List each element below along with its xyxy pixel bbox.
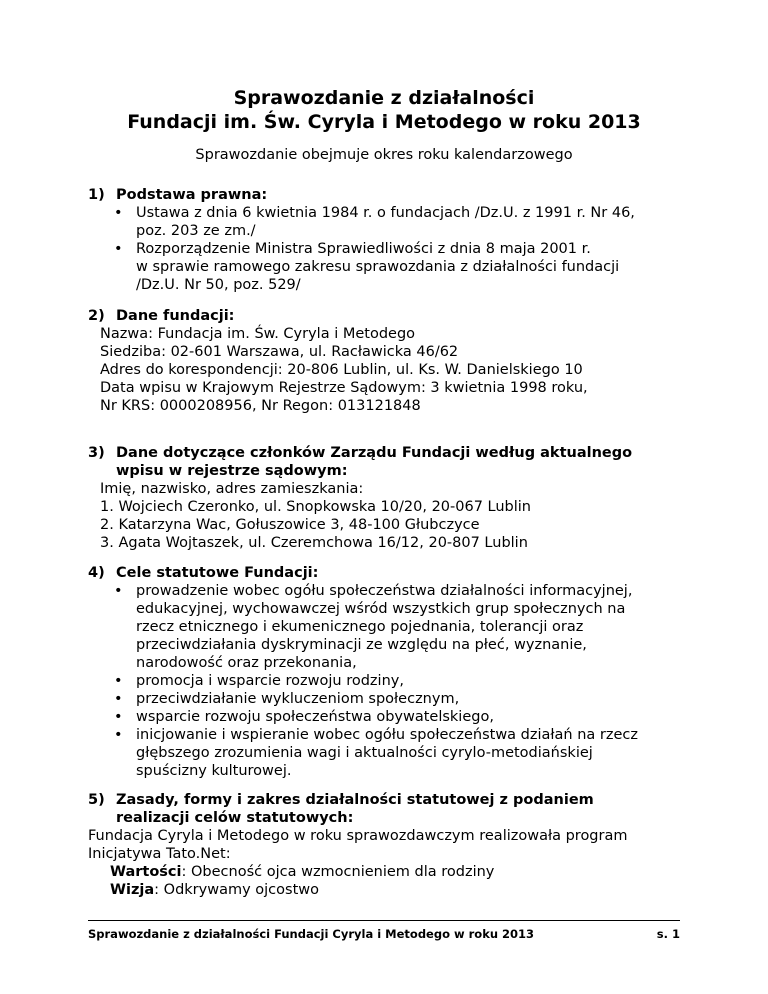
list-item-text: /Dz.U. Nr 50, poz. 529/ bbox=[136, 277, 301, 293]
list-item bbox=[88, 690, 688, 708]
section-heading-text: wpisu w rejestrze sądowym: bbox=[116, 463, 348, 479]
list-item-text: inicjowanie i wspieranie wobec ogółu społeczeństwa działań na rzecz bbox=[136, 727, 638, 743]
list-item-text: prowadzenie wobec ogółu społeczeństwa działalności informacyjnej, bbox=[136, 583, 633, 599]
values-line bbox=[88, 863, 688, 881]
section-heading bbox=[88, 791, 688, 827]
board-member: 1. Wojciech Czeronko, ul. Snopkowska 10/20, 20-067 Lublin bbox=[100, 499, 531, 515]
section-board-members bbox=[88, 444, 688, 552]
document-title-line2: Fundacji im. Św. Cyryla i Metodego w roku 2013 bbox=[127, 111, 641, 133]
bullet-list bbox=[88, 204, 688, 294]
list-item bbox=[88, 672, 688, 690]
members-intro: Imię, nazwisko, adres zamieszkania: bbox=[100, 481, 364, 497]
section-legal-basis bbox=[88, 186, 688, 294]
section-statutory-goals bbox=[88, 564, 688, 780]
bullet-icon: • bbox=[114, 673, 123, 689]
list-item bbox=[88, 204, 688, 240]
list-item-text: edukacyjnej, wychowawczej wśród wszystkich grup społecznych na bbox=[136, 601, 626, 617]
bullet-icon: • bbox=[114, 691, 123, 707]
page-footer bbox=[88, 920, 680, 941]
section-number: 4) bbox=[88, 565, 105, 581]
board-member: 2. Katarzyna Wac, Gołuszowice 3, 48-100 Głubczyce bbox=[100, 517, 480, 533]
section-heading-text: Dane fundacji: bbox=[116, 308, 235, 324]
list-item-text: Rozporządzenie Ministra Sprawiedliwości z dnia 8 maja 2001 r. bbox=[136, 241, 591, 257]
section-number: 2) bbox=[88, 308, 105, 324]
vision-label: Wizja bbox=[110, 882, 155, 898]
registration-date: Data wpisu w Krajowym Rejestrze Sądowym: 3 kwietnia 1998 roku, bbox=[100, 380, 588, 396]
values-label: Wartości bbox=[110, 864, 182, 880]
foundation-name: Nazwa: Fundacja im. Św. Cyryla i Metodego bbox=[100, 326, 416, 342]
list-item-text: przeciwdziałania dyskryminacji ze względu na płeć, wyznanie, bbox=[136, 637, 587, 653]
vision-line bbox=[88, 881, 688, 899]
list-item-text: spuścizny kulturowej. bbox=[136, 763, 292, 779]
vision-text: : Odkrywamy ojcostwo bbox=[154, 882, 319, 898]
list-item bbox=[88, 582, 688, 672]
list-item-text: Ustawa z dnia 6 kwietnia 1984 r. o fundacjach /Dz.U. z 1991 r. Nr 46, bbox=[136, 205, 635, 221]
section-number: 3) bbox=[88, 445, 105, 461]
list-item-text: rzecz etnicznego i ekumenicznego pojednania, tolerancji oraz bbox=[136, 619, 584, 635]
bullet-list bbox=[88, 582, 688, 780]
section-heading-text: Zasady, formy i zakres działalności statutowej z podaniem bbox=[116, 792, 594, 808]
section-heading-text: Dane dotyczące członków Zarządu Fundacji według aktualnego bbox=[116, 445, 633, 461]
board-member: 3. Agata Wojtaszek, ul. Czeremchowa 16/12, 20-807 Lublin bbox=[100, 535, 528, 551]
list-item-text: narodowość oraz przekonania, bbox=[136, 655, 357, 671]
list-item bbox=[88, 240, 688, 294]
bullet-icon: • bbox=[114, 241, 123, 257]
section-activity-scope bbox=[88, 791, 688, 899]
list-item-text: w sprawie ramowego zakresu sprawozdania z działalności fundacji bbox=[136, 259, 620, 275]
bullet-icon: • bbox=[114, 727, 123, 743]
footer-title: Sprawozdanie z działalności Fundacji Cyryla i Metodego w roku 2013 bbox=[88, 927, 535, 941]
section-number: 1) bbox=[88, 187, 105, 203]
bullet-icon: • bbox=[114, 205, 123, 221]
foundation-seat: Siedziba: 02-601 Warszawa, ul. Racławicka 46/62 bbox=[100, 344, 459, 360]
krs-regon: Nr KRS: 0000208956, Nr Regon: 013121848 bbox=[100, 398, 421, 414]
section-heading-text: Podstawa prawna: bbox=[116, 187, 268, 203]
section-heading bbox=[88, 444, 688, 480]
section-heading bbox=[88, 186, 688, 204]
list-item-text: promocja i wsparcie rozwoju rodziny, bbox=[136, 673, 404, 689]
list-item-text: poz. 203 ze zm./ bbox=[136, 223, 256, 239]
list-item-text: głębszego zrozumienia wagi i aktualności cyrylo-metodiańskiej bbox=[136, 745, 593, 761]
page-number: s. 1 bbox=[656, 927, 680, 941]
program-paragraph: Fundacja Cyryla i Metodego w roku sprawozdawczym realizowała program bbox=[88, 828, 628, 844]
section-heading-text: realizacji celów statutowych: bbox=[116, 810, 354, 826]
section-foundation-data bbox=[88, 307, 688, 415]
section-number: 5) bbox=[88, 792, 105, 808]
list-item-text: przeciwdziałanie wykluczeniom społecznym, bbox=[136, 691, 460, 707]
program-paragraph: Inicjatywa Tato.Net: bbox=[88, 846, 231, 862]
list-item bbox=[88, 726, 688, 780]
section-heading-text: Cele statutowe Fundacji: bbox=[116, 565, 319, 581]
document-subtitle: Sprawozdanie obejmuje okres roku kalendarzowego bbox=[195, 147, 573, 163]
section-heading bbox=[88, 564, 688, 582]
correspondence-address: Adres do korespondencji: 20-806 Lublin, ul. Ks. W. Danielskiego 10 bbox=[100, 362, 583, 378]
bullet-icon: • bbox=[114, 709, 123, 725]
values-text: : Obecność ojca wzmocnieniem dla rodziny bbox=[181, 864, 495, 880]
list-item bbox=[88, 708, 688, 726]
section-heading bbox=[88, 307, 688, 325]
document-title-line1: Sprawozdanie z działalności bbox=[233, 87, 535, 109]
list-item-text: wsparcie rozwoju społeczeństwa obywatelskiego, bbox=[136, 709, 494, 725]
bullet-icon: • bbox=[114, 583, 123, 599]
